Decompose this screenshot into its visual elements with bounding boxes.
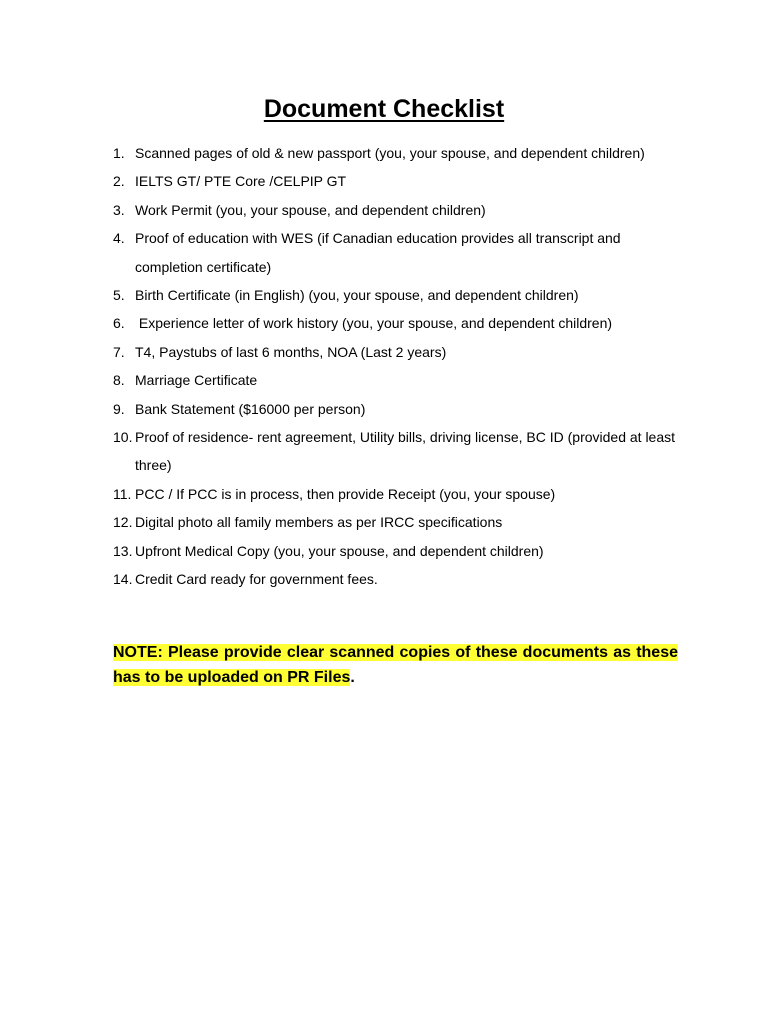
list-item-number: 2. [113, 173, 125, 190]
list-item-text: Work Permit (you, your spouse, and dependent children) [135, 201, 486, 218]
list-item-text: PCC / If PCC is in process, then provide Receipt (you, your spouse) [135, 485, 556, 502]
list-item-number: 12. [113, 514, 133, 531]
list-item [113, 167, 678, 195]
list-item-number: 9. [113, 400, 125, 417]
list-item [113, 309, 678, 337]
list-item-text: T4, Paystubs of last 6 months, NOA (Last 2 years) [135, 343, 447, 360]
list-item-number: 4. [113, 230, 125, 247]
list-item-text: Birth Certificate (in English) (you, your spouse, and dependent children) [135, 287, 579, 304]
list-item-text: IELTS GT/ PTE Core /CELPIP GT [135, 173, 347, 190]
list-item [113, 537, 678, 565]
list-item-number: 6. [113, 315, 125, 332]
list-item [113, 338, 678, 366]
note-paragraph [113, 640, 678, 690]
list-item-text: Proof of education with WES (if Canadian education provides all transcript and completion certificate) [135, 230, 621, 275]
list-item-number: 1. [113, 145, 125, 161]
list-item [113, 423, 678, 480]
list-item-text: Proof of residence- rent agreement, Utility bills, driving license, BC ID (provided at least three) [135, 429, 676, 474]
list-item [113, 480, 678, 508]
list-item [113, 281, 678, 309]
document-checklist [113, 139, 678, 594]
list-item-text: Scanned pages of old & new passport (you, your spouse, and dependent children) [135, 145, 645, 161]
list-item-text: Experience letter of work history (you, your spouse, and dependent children) [135, 315, 613, 332]
list-item [113, 139, 678, 167]
page-title-text: Document Checklist [263, 95, 505, 123]
list-item [113, 508, 678, 536]
list-item-number: 10. [113, 429, 133, 446]
list-item-number: 14. [113, 571, 133, 588]
list-item-text: Marriage Certificate [135, 372, 258, 389]
list-item [113, 395, 678, 423]
note-trailing-text: . [350, 669, 355, 686]
list-item-number: 11. [113, 485, 132, 502]
list-item-number: 3. [113, 201, 125, 218]
list-item-text: Bank Statement ($16000 per person) [135, 400, 366, 417]
list-item [113, 224, 678, 281]
note-highlighted-text: NOTE: Please provide clear scanned copies of these documents as these has to be uploaded on PR Files [113, 644, 678, 686]
list-item-text: Upfront Medical Copy (you, your spouse, and dependent children) [135, 542, 544, 559]
list-item-number: 5. [113, 287, 125, 304]
list-item [113, 565, 678, 593]
list-item-number: 8. [113, 372, 125, 389]
list-item-number: 7. [113, 343, 125, 360]
list-item-number: 13. [113, 542, 133, 559]
list-item-text: Credit Card ready for government fees. [135, 571, 378, 588]
page-title [0, 92, 768, 126]
list-item-text: Digital photo all family members as per IRCC specifications [135, 514, 503, 531]
list-item [113, 196, 678, 224]
list-item [113, 366, 678, 394]
